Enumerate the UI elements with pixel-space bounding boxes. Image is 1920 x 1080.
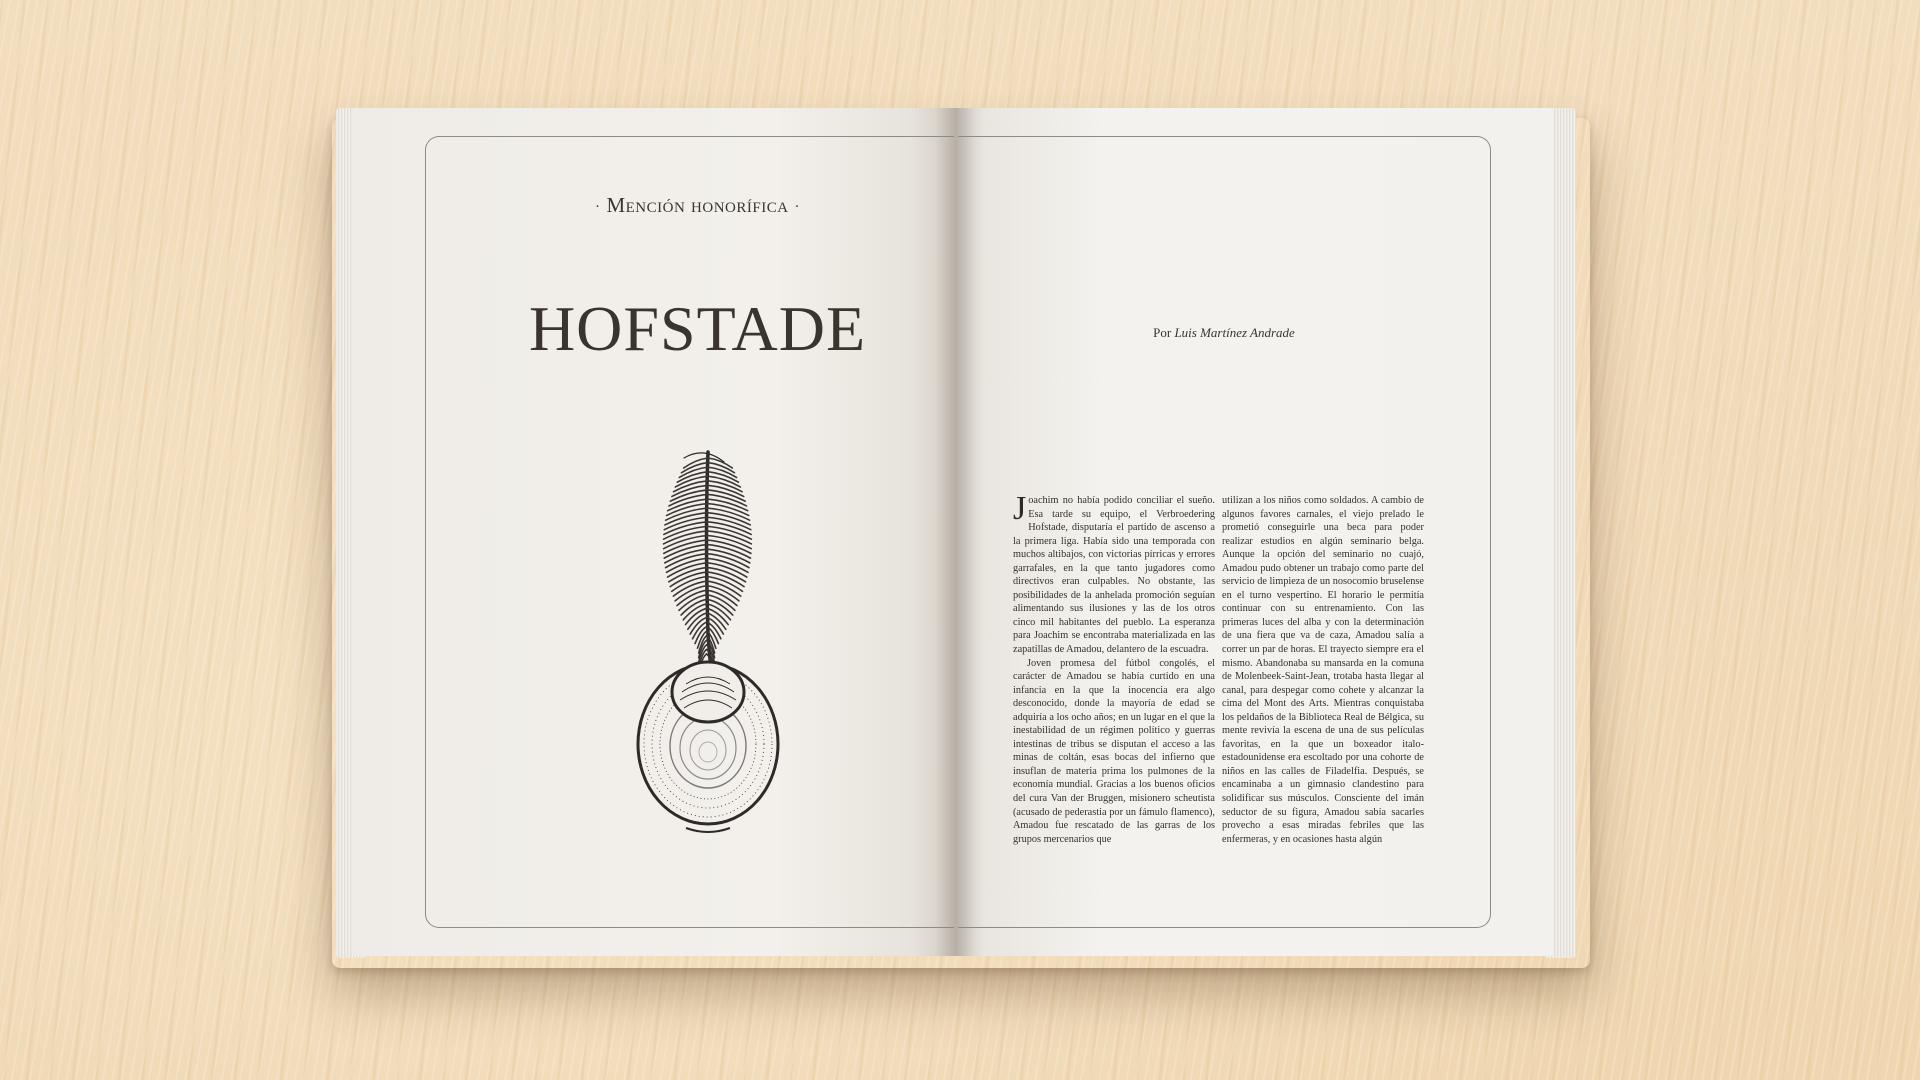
frond-leaflet <box>664 540 708 553</box>
paragraph-2: Joven promesa del fútbol congolés, el carácter de Amadou se había curtido en una infancia en la que la inocencia era algo desconocido, donde la mayoría de edad se adquiría a los ocho años; en un lugar en el que la inestabilidad de un régimen político y guerras intestinas de tribus se disputan el acceso a las minas de coltán, esas bocas del infierno que insuflan de materia prima los pulmones de la economía mundial. Gracias a los buenos oficios del cura Van der Bruggen, misionero scheutista (acusado de pederastia por un fámulo flamenco), Amadou fue rescatado de las garras de los grupos mercenarios que <box>1013 657 1215 845</box>
frond-leaflet <box>677 590 707 605</box>
frond-leaflet <box>707 599 733 615</box>
paragraph-3: utilizan a los niños como soldados. A cambio de algunos favores carnales, el viejo prelado le prometió conseguirle una beca para poder realizar estudios en algún seminario belga. Aunque la opción del seminario no cuajó, Amadou pudo obtener un trabajo como parte del servicio de limpieza de un nosocomio bruselense en el turno vespertino. El horario le permitía continuar con su entrenamiento. Con las primeras luces del alba y con la determinación de una fiera que va de caza, Amadou salía a correr un par de horas. El trayecto siempre era el mismo. Abandonaba su mansarda en la comuna de Molenbeek-Saint-Jean, trotaba hasta llegar al canal, para despegar como cohete y alcanzar la cima del Mont des Arts. Mientras conquistaba los peldaños de la Biblioteca Real de Bélgica, su mente revivía la escena de una de sus películas favoritas, en la que un boxeador italo-estadounidense era escoltado por una cohorte de niños en las calles de Filadelfia. Después, se encaminaba a un gimnasio clandestino para solidificar sus músculos. Consciente del imán seductor de su figura, Amadou sabía sacarles provecho a esas miradas febriles que las enfermeras, y en ocasiones hasta algún <box>1222 495 1424 845</box>
frond-leaflet <box>683 604 707 620</box>
frond-leaflet <box>707 590 737 605</box>
frond-leaflet <box>707 554 749 568</box>
frond-leaflet <box>707 577 742 592</box>
frond-leaflet <box>688 613 707 629</box>
frond-leaflet <box>664 526 708 539</box>
section-dot-left: · <box>594 198 601 215</box>
frond-leaflet <box>673 581 707 596</box>
frond-leaflet <box>707 563 747 577</box>
frond-leaflet <box>707 535 751 548</box>
frond-leaflet <box>707 595 735 611</box>
frond-leaflet <box>693 622 707 639</box>
frond-leaflet <box>707 526 751 539</box>
frond-leaflet <box>707 581 741 596</box>
section-label-text: Mención honorífica <box>606 193 789 217</box>
frond-leaflet <box>665 549 708 563</box>
frond-leaflet <box>664 522 708 535</box>
frond-leaflet <box>690 618 707 635</box>
frond-leaflet <box>707 545 750 559</box>
frond-leaflet <box>663 531 707 544</box>
frond-leaflet <box>666 558 707 572</box>
byline <box>958 325 1490 341</box>
frond-leaflet <box>707 540 751 553</box>
frond-leaflet <box>707 531 751 544</box>
frond-leaflet <box>707 604 731 620</box>
story-title: HOFSTADE <box>528 293 867 364</box>
frond-leaflet <box>707 613 726 629</box>
drop-cap: J <box>1013 490 1027 527</box>
section-label <box>425 193 970 218</box>
frond-leaflet <box>664 545 707 559</box>
frond-leaflet <box>681 599 707 615</box>
section-dot-right: · <box>794 198 801 215</box>
byline-prefix: Por <box>1153 325 1172 340</box>
byline-author: Luis Martínez Andrade <box>1174 325 1295 340</box>
frond-leaflet <box>707 558 748 572</box>
frond-leaflet <box>707 567 745 581</box>
frond-leaflet <box>669 567 707 581</box>
frond-leaflet <box>685 608 706 624</box>
frond-leaflet <box>707 586 739 601</box>
frond-leaflet <box>707 608 728 624</box>
frond-leaflet <box>672 577 707 592</box>
paragraph-1 <box>1013 490 1215 657</box>
frond-leaflet <box>670 572 707 587</box>
frond-leaflet <box>707 549 750 563</box>
frond-leaflet <box>679 595 707 611</box>
frond-leaflet <box>668 563 708 577</box>
text-column-1 <box>1013 490 1215 846</box>
frond-leaflet <box>664 535 708 548</box>
frond-leaflet <box>666 554 708 568</box>
frond-leaflet <box>707 572 744 587</box>
text-column-2 <box>1222 494 1424 846</box>
pine-sprout-on-tree-ring-icon <box>626 444 790 836</box>
paragraph-1-text: oachim no había podido conciliar el sueño. Esa tarde su equipo, el Verbroedering Hofstade, disputaría el partido de ascenso a la primera liga. Había sido una temporada con muchos altibajos, con victorias pírricas y errores garrafales, en la que tanto jugadores como directivos eran culpables. No obstante, las posibilidades de la anhelada promoción seguían alimentando sus ilusiones y las de los otros cinco mil habitantes del pueblo. La esperanza para Joachim se encontraba materializada en las zapatillas de Amadou, delantero de la escuadra. <box>1013 495 1215 656</box>
frond-leaflet <box>675 586 707 601</box>
